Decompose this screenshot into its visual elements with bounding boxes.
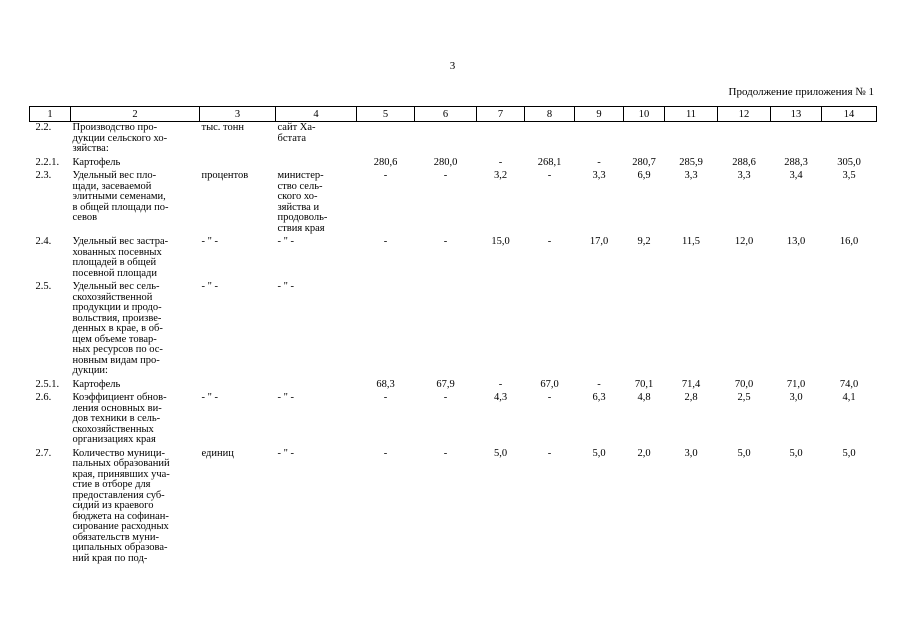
indicator-name: Картофель: [72, 156, 121, 168]
unit-cell: - " -: [201, 236, 219, 247]
column-header: 6: [415, 107, 477, 122]
source-cell: [276, 379, 357, 393]
value-cell: 5,0: [842, 447, 856, 459]
row-code: 2.7.: [35, 447, 52, 459]
value-cell: 11,5: [682, 236, 700, 247]
value-cell: 74,0: [839, 378, 859, 390]
column-header: 13: [771, 107, 822, 122]
value-cell: -: [547, 170, 552, 181]
column-header: 4: [276, 107, 357, 122]
value-cell: [665, 281, 718, 379]
value-cell: 2,5: [737, 392, 751, 403]
row-code: 2.2.: [35, 122, 52, 133]
value-cell: [525, 122, 575, 157]
source-cell: - " -: [277, 281, 295, 292]
value-cell: 3,3: [592, 170, 606, 181]
table-row: [30, 122, 877, 157]
row-code: 2.2.1.: [35, 156, 60, 168]
value-cell: [665, 122, 718, 157]
page-number: 3: [449, 60, 456, 72]
continuation-label: Продолжение приложения № 1: [728, 86, 874, 98]
value-cell: 3,0: [789, 392, 803, 403]
column-header: 3: [200, 107, 276, 122]
row-code: 2.5.1.: [35, 378, 60, 390]
value-cell: -: [547, 447, 552, 459]
value-cell: [822, 122, 877, 157]
unit-cell: - " -: [201, 281, 219, 292]
value-cell: 5,0: [592, 447, 606, 459]
value-cell: 2,0: [637, 447, 651, 459]
table-row: [30, 448, 877, 567]
value-cell: [624, 281, 665, 379]
value-cell: 3,0: [684, 447, 698, 459]
value-cell: 3,5: [842, 170, 856, 181]
value-cell: -: [443, 170, 448, 181]
row-code: 2.3.: [35, 170, 52, 181]
value-cell: 5,0: [737, 447, 751, 459]
indicator-name: Удельный вес пло- щади, засеваемой элитными семенами, в общей площади по- севов: [72, 170, 169, 223]
unit-cell: тыс. тонн: [201, 122, 244, 133]
value-cell: 285,9: [679, 156, 703, 168]
source-cell: - " -: [277, 236, 295, 247]
table-row: [30, 157, 877, 171]
indicator-name: Производство про- дукции сельского хо- зяйства:: [72, 122, 168, 154]
value-cell: 70,0: [734, 378, 754, 390]
value-cell: 288,6: [732, 156, 756, 168]
source-cell: - " -: [277, 447, 295, 459]
indicator-name: Картофель: [72, 378, 121, 390]
value-cell: 4,3: [493, 392, 508, 403]
table-row: [30, 281, 877, 379]
indicator-name: Количество муници- пальных образований края, принявших уча- стие в отборе для предоставления суб- сидий из краевого бюджета на софинан- сирование расходных обязательств муни- ципальных образова- ний края по под-: [72, 447, 170, 564]
value-cell: -: [383, 447, 388, 459]
value-cell: [575, 122, 624, 157]
indicator-name: Коэффициент обнов- ления основных ви- дов техники в сель- скохозяйственных организациях края: [72, 392, 167, 445]
indicator-name: Удельный вес сель- скохозяйственной продукции и продо- вольствия, произве- денных в крае, в об- щем объеме товар- ных ресурсов по ос- новным видам про- дукции:: [72, 281, 163, 376]
value-cell: [415, 122, 477, 157]
value-cell: [771, 281, 822, 379]
column-header: 7: [477, 107, 525, 122]
value-cell: 70,1: [634, 378, 654, 390]
value-cell: [718, 122, 771, 157]
value-cell: -: [443, 236, 448, 247]
table-row: [30, 236, 877, 281]
value-cell: -: [547, 236, 552, 247]
value-cell: 4,8: [637, 392, 651, 403]
row-code: 2.4.: [35, 236, 52, 247]
value-cell: 3,3: [737, 170, 751, 181]
value-cell: 67,9: [436, 378, 455, 390]
value-cell: -: [443, 392, 448, 403]
value-cell: 71,4: [681, 378, 701, 390]
indicators-table: [29, 106, 877, 566]
value-cell: [357, 122, 415, 157]
unit-cell: процентов: [201, 170, 249, 181]
column-header: 9: [575, 107, 624, 122]
row-code: 2.5.: [35, 281, 52, 292]
value-cell: 71,0: [786, 378, 806, 390]
row-code: 2.6.: [35, 392, 52, 403]
value-cell: 5,0: [493, 447, 508, 459]
source-cell: сайт Ха- бстата: [277, 122, 316, 144]
value-cell: 5,0: [789, 447, 803, 459]
table-row: [30, 379, 877, 393]
column-header: 2: [71, 107, 200, 122]
unit-cell: единиц: [201, 447, 234, 459]
table-row: [30, 170, 877, 236]
value-cell: 16,0: [839, 236, 859, 247]
value-cell: 15,0: [491, 236, 510, 247]
value-cell: 288,3: [784, 156, 808, 168]
header-row: [30, 107, 877, 122]
value-cell: -: [547, 392, 552, 403]
column-header: 10: [624, 107, 665, 122]
column-header: 5: [357, 107, 415, 122]
value-cell: 2,8: [684, 392, 698, 403]
value-cell: 268,1: [537, 156, 562, 168]
column-header: 14: [822, 107, 877, 122]
value-cell: [771, 122, 822, 157]
value-cell: 280,6: [373, 156, 398, 168]
value-cell: 12,0: [734, 236, 754, 247]
indicator-name: Удельный вес застра- хованных посевных площадей в общей посевной площади: [72, 236, 169, 279]
source-cell: [276, 157, 357, 171]
value-cell: 3,3: [684, 170, 698, 181]
value-cell: 9,2: [637, 236, 651, 247]
value-cell: [822, 281, 877, 379]
value-cell: -: [498, 378, 503, 390]
table-row: [30, 392, 877, 448]
value-cell: -: [597, 156, 601, 168]
value-cell: -: [383, 392, 388, 403]
value-cell: -: [597, 378, 601, 390]
value-cell: 280,0: [433, 156, 458, 168]
table-body: [30, 122, 877, 567]
unit-cell: - " -: [201, 392, 219, 403]
unit-cell: [200, 157, 276, 171]
value-cell: [624, 122, 665, 157]
value-cell: -: [498, 156, 503, 168]
value-cell: 305,0: [837, 156, 861, 168]
value-cell: [357, 281, 415, 379]
column-header: 8: [525, 107, 575, 122]
value-cell: 6,3: [592, 392, 606, 403]
value-cell: [477, 281, 525, 379]
value-cell: 68,3: [376, 378, 395, 390]
source-cell: - " -: [277, 392, 295, 403]
value-cell: [477, 122, 525, 157]
value-cell: -: [383, 170, 388, 181]
column-header: 1: [30, 107, 71, 122]
column-header: 11: [665, 107, 718, 122]
value-cell: 280,7: [632, 156, 656, 168]
value-cell: 4,1: [842, 392, 856, 403]
value-cell: 67,0: [540, 378, 559, 390]
value-cell: 3,2: [493, 170, 508, 181]
source-cell: министер- ство сель- ского хо- зяйства и продоволь- ствия края: [277, 170, 328, 234]
value-cell: -: [443, 447, 448, 459]
value-cell: [718, 281, 771, 379]
value-cell: -: [383, 236, 388, 247]
value-cell: [575, 281, 624, 379]
value-cell: 3,4: [789, 170, 803, 181]
column-header: 12: [718, 107, 771, 122]
unit-cell: [200, 379, 276, 393]
value-cell: [525, 281, 575, 379]
value-cell: 13,0: [786, 236, 806, 247]
value-cell: 17,0: [589, 236, 609, 247]
value-cell: 6,9: [637, 170, 651, 181]
value-cell: [415, 281, 477, 379]
